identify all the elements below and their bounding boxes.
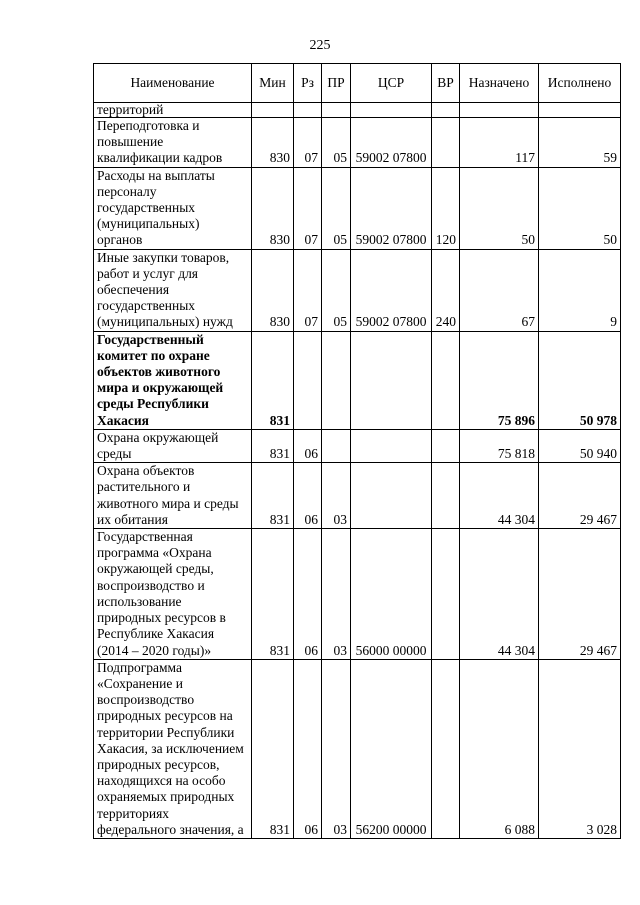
cell-csr [351, 429, 432, 462]
table-row [94, 118, 621, 168]
cell-vr: 240 [432, 249, 460, 331]
cell-name: территорий [94, 103, 252, 118]
table-header-row [94, 64, 621, 103]
cell-executed: 50 940 [539, 429, 621, 462]
cell-min: 831 [252, 429, 294, 462]
cell-name: Охрана объектов растительного и животного мира и среды их обитания [94, 463, 252, 529]
cell-pr: 03 [322, 659, 351, 838]
cell-assigned: 67 [460, 249, 539, 331]
cell-assigned: 50 [460, 167, 539, 249]
table-row [94, 103, 621, 118]
cell-vr [432, 659, 460, 838]
cell-rz [294, 331, 322, 429]
cell-name: Переподготовка и повышение квалификации кадров [94, 118, 252, 168]
cell-name: Охрана окружающей среды [94, 429, 252, 462]
cell-csr: 56200 00000 [351, 659, 432, 838]
cell-vr [432, 463, 460, 529]
page-number: 225 [309, 38, 331, 53]
cell-vr: 120 [432, 167, 460, 249]
cell-rz: 06 [294, 529, 322, 660]
cell-min: 831 [252, 659, 294, 838]
header-vr: ВР [432, 64, 460, 103]
table-row [94, 659, 621, 838]
cell-assigned [460, 103, 539, 118]
header-assigned: Назначено [460, 64, 539, 103]
cell-executed [539, 103, 621, 118]
cell-executed: 50 [539, 167, 621, 249]
cell-vr [432, 529, 460, 660]
cell-csr [351, 331, 432, 429]
cell-csr: 59002 07800 [351, 167, 432, 249]
cell-name: Государственный комитет по охране объектов животного мира и окружающей среды Республики Хакасия [94, 331, 252, 429]
table-row [94, 429, 621, 462]
header-csr: ЦСР [351, 64, 432, 103]
table-row [94, 331, 621, 429]
cell-vr [432, 331, 460, 429]
cell-csr: 59002 07800 [351, 249, 432, 331]
header-name: Наименование [94, 64, 252, 103]
cell-name: Государственная программа «Охрана окружающей среды, воспроизводство и использование природных ресурсов в Республике Хакасия (2014 – 2020 годы)» [94, 529, 252, 660]
cell-vr [432, 429, 460, 462]
cell-pr: 03 [322, 529, 351, 660]
cell-min: 831 [252, 463, 294, 529]
cell-name: Иные закупки товаров, работ и услуг для обеспечения государственных (муниципальных) нужд [94, 249, 252, 331]
cell-executed: 59 [539, 118, 621, 168]
table-row [94, 463, 621, 529]
cell-min: 830 [252, 167, 294, 249]
cell-assigned: 6 088 [460, 659, 539, 838]
cell-pr [322, 429, 351, 462]
cell-rz: 06 [294, 429, 322, 462]
cell-pr: 05 [322, 167, 351, 249]
cell-csr: 59002 07800 [351, 118, 432, 168]
cell-rz: 07 [294, 249, 322, 331]
cell-assigned: 44 304 [460, 463, 539, 529]
cell-name: Расходы на выплаты персоналу государственных (муниципальных) органов [94, 167, 252, 249]
cell-vr [432, 103, 460, 118]
cell-min: 831 [252, 529, 294, 660]
cell-pr: 05 [322, 118, 351, 168]
table-row [94, 529, 621, 660]
cell-rz: 07 [294, 118, 322, 168]
header-min: Мин [252, 64, 294, 103]
cell-executed: 29 467 [539, 529, 621, 660]
header-executed: Исполнено [539, 64, 621, 103]
cell-pr: 05 [322, 249, 351, 331]
header-pr: ПР [322, 64, 351, 103]
table-row [94, 249, 621, 331]
cell-min [252, 103, 294, 118]
cell-assigned: 75 896 [460, 331, 539, 429]
cell-rz: 06 [294, 659, 322, 838]
cell-executed: 50 978 [539, 331, 621, 429]
budget-table [93, 63, 621, 839]
cell-rz: 07 [294, 167, 322, 249]
cell-csr: 56000 00000 [351, 529, 432, 660]
cell-pr [322, 103, 351, 118]
cell-min: 830 [252, 249, 294, 331]
cell-csr [351, 463, 432, 529]
cell-vr [432, 118, 460, 168]
cell-pr [322, 331, 351, 429]
cell-executed: 3 028 [539, 659, 621, 838]
cell-pr: 03 [322, 463, 351, 529]
table-row [94, 167, 621, 249]
cell-executed: 29 467 [539, 463, 621, 529]
cell-assigned: 44 304 [460, 529, 539, 660]
cell-executed: 9 [539, 249, 621, 331]
cell-min: 830 [252, 118, 294, 168]
cell-assigned: 117 [460, 118, 539, 168]
cell-rz [294, 103, 322, 118]
cell-min: 831 [252, 331, 294, 429]
cell-csr [351, 103, 432, 118]
table-body [94, 103, 621, 839]
cell-name: Подпрограмма «Сохранение и воспроизводство природных ресурсов на территории Республики Хакасия, за исключением природных ресурсов, находящихся на особо охраняемых природных территориях федерального значения, а [94, 659, 252, 838]
header-rz: Рз [294, 64, 322, 103]
cell-rz: 06 [294, 463, 322, 529]
cell-assigned: 75 818 [460, 429, 539, 462]
